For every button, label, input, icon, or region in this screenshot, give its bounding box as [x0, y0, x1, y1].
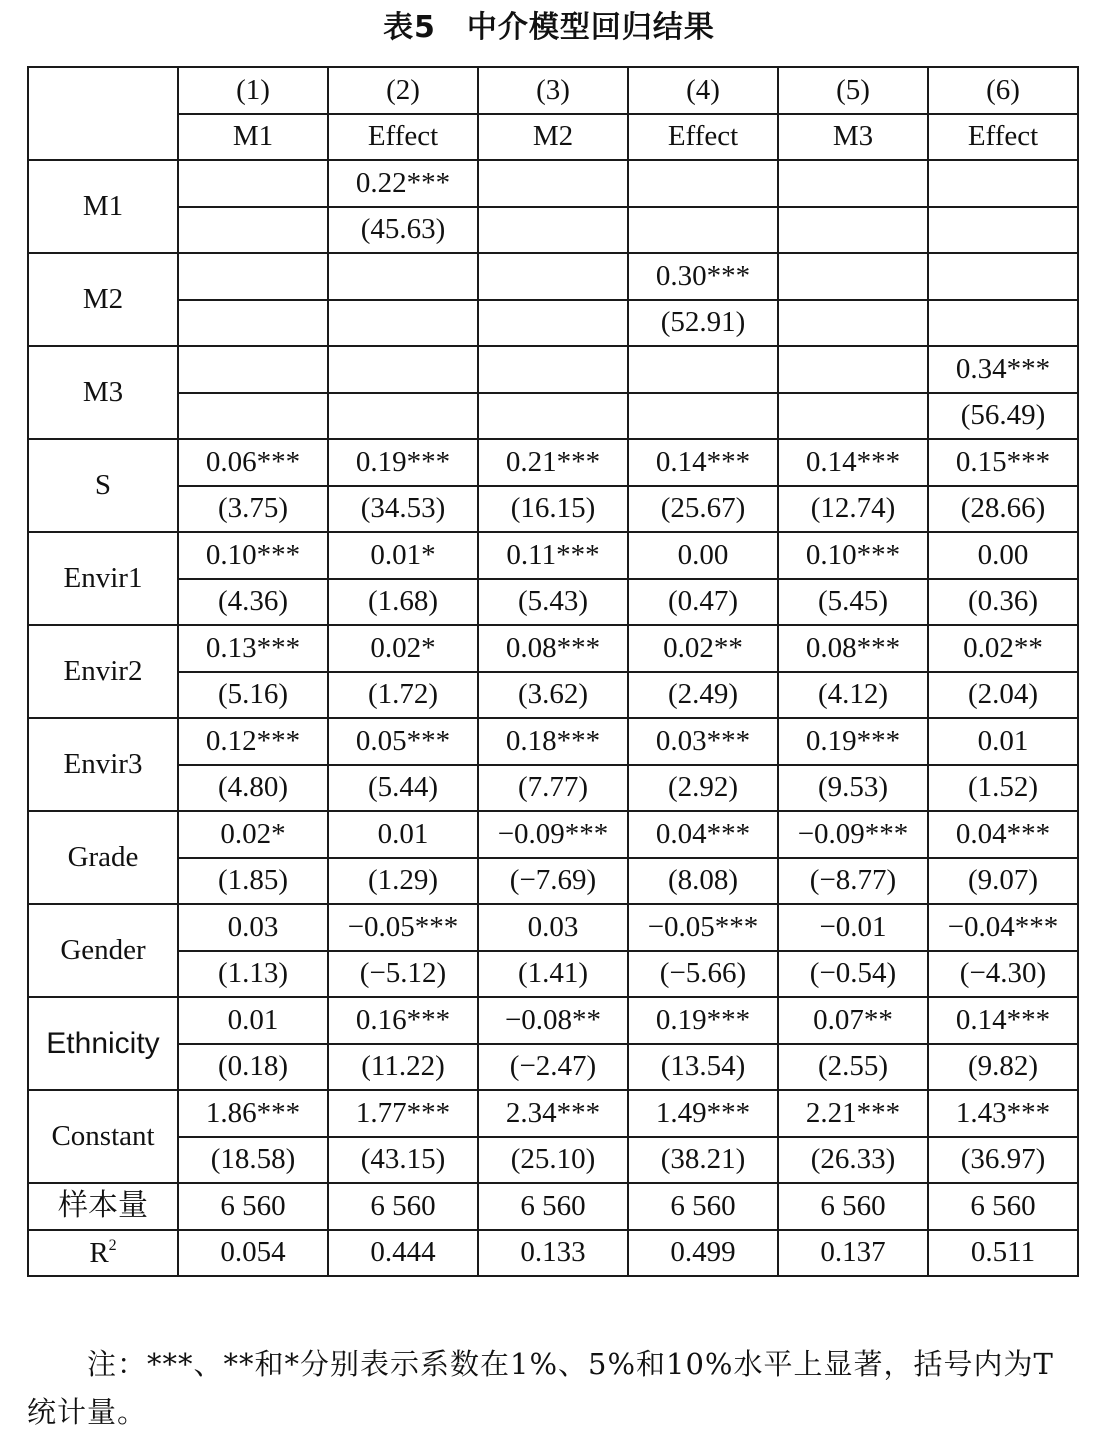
corner-cell — [28, 67, 178, 160]
t-stat-cell: (2.92) — [628, 765, 778, 812]
coefficient-cell: −0.04*** — [928, 904, 1078, 951]
row-label: M3 — [28, 346, 178, 439]
coefficient-cell: 0.10*** — [178, 532, 328, 579]
coef-row — [28, 997, 1078, 1044]
t-stat-row — [28, 579, 1078, 626]
t-stat-cell: (1.52) — [928, 765, 1078, 812]
t-stat-cell — [778, 393, 928, 440]
t-stat-cell — [478, 393, 628, 440]
coefficient-cell: 0.02* — [178, 811, 328, 858]
t-stat-row — [28, 951, 1078, 998]
t-stat-cell — [928, 300, 1078, 347]
coefficient-cell — [178, 346, 328, 393]
t-stat-cell — [628, 207, 778, 254]
coefficient-cell: 0.18*** — [478, 718, 628, 765]
column-name: Effect — [328, 114, 478, 161]
coefficient-cell: −0.05*** — [628, 904, 778, 951]
coef-row — [28, 811, 1078, 858]
row-label: M2 — [28, 253, 178, 346]
t-stat-cell: (3.62) — [478, 672, 628, 719]
coefficient-cell: 0.19*** — [628, 997, 778, 1044]
t-stat-cell: (1.41) — [478, 951, 628, 998]
r-squared-row — [28, 1230, 1078, 1277]
coefficient-cell: 0.02* — [328, 625, 478, 672]
t-stat-cell: (25.10) — [478, 1137, 628, 1184]
column-name: M3 — [778, 114, 928, 161]
t-stat-row — [28, 207, 1078, 254]
column-name: M2 — [478, 114, 628, 161]
coefficient-cell: −0.09*** — [778, 811, 928, 858]
t-stat-cell: (34.53) — [328, 486, 478, 533]
row-label: Gender — [28, 904, 178, 997]
column-number: (2) — [328, 67, 478, 114]
t-stat-cell: (13.54) — [628, 1044, 778, 1091]
t-stat-cell — [178, 300, 328, 347]
t-stat-row — [28, 765, 1078, 812]
coefficient-cell — [478, 253, 628, 300]
coefficient-cell — [178, 253, 328, 300]
coefficient-cell — [478, 160, 628, 207]
row-label: Envir2 — [28, 625, 178, 718]
coefficient-cell — [778, 253, 928, 300]
t-stat-cell: (5.43) — [478, 579, 628, 626]
r-squared-cell: 0.444 — [328, 1230, 478, 1277]
t-stat-cell: (5.45) — [778, 579, 928, 626]
column-name: Effect — [628, 114, 778, 161]
coefficient-cell: 0.00 — [628, 532, 778, 579]
coefficient-cell: 0.02** — [928, 625, 1078, 672]
sample-size-cell: 6 560 — [328, 1183, 478, 1230]
sample-size-row — [28, 1183, 1078, 1230]
coefficient-cell: 0.30*** — [628, 253, 778, 300]
t-stat-cell: (1.29) — [328, 858, 478, 905]
coefficient-cell: 1.43*** — [928, 1090, 1078, 1137]
sample-size-cell: 6 560 — [628, 1183, 778, 1230]
t-stat-cell: (−5.12) — [328, 951, 478, 998]
header-row-numbers — [28, 67, 1078, 114]
t-stat-cell: (−4.30) — [928, 951, 1078, 998]
column-number: (5) — [778, 67, 928, 114]
t-stat-cell: (16.15) — [478, 486, 628, 533]
t-stat-cell: (38.21) — [628, 1137, 778, 1184]
t-stat-cell: (12.74) — [778, 486, 928, 533]
coefficient-cell: −0.01 — [778, 904, 928, 951]
r-squared-cell: 0.054 — [178, 1230, 328, 1277]
coefficient-cell: 0.10*** — [778, 532, 928, 579]
coefficient-cell: 0.01 — [328, 811, 478, 858]
coefficient-cell: 1.49*** — [628, 1090, 778, 1137]
coefficient-cell: 0.03 — [478, 904, 628, 951]
coefficient-cell: 2.34*** — [478, 1090, 628, 1137]
coef-row — [28, 346, 1078, 393]
t-stat-cell: (−7.69) — [478, 858, 628, 905]
coefficient-cell — [928, 253, 1078, 300]
coefficient-cell: 1.86*** — [178, 1090, 328, 1137]
coefficient-cell: 0.19*** — [778, 718, 928, 765]
coefficient-cell: 0.22*** — [328, 160, 478, 207]
sample-size-cell: 6 560 — [928, 1183, 1078, 1230]
coefficient-cell: 0.03*** — [628, 718, 778, 765]
coefficient-cell: 0.05*** — [328, 718, 478, 765]
t-stat-cell — [778, 207, 928, 254]
r-squared-label — [28, 1230, 178, 1277]
t-stat-cell: (8.08) — [628, 858, 778, 905]
t-stat-cell: (1.72) — [328, 672, 478, 719]
t-stat-cell: (0.18) — [178, 1044, 328, 1091]
column-name: Effect — [928, 114, 1078, 161]
coefficient-cell: 0.12*** — [178, 718, 328, 765]
t-stat-cell: (5.16) — [178, 672, 328, 719]
coefficient-cell: 0.04*** — [928, 811, 1078, 858]
row-label: Envir1 — [28, 532, 178, 625]
coefficient-cell: 0.00 — [928, 532, 1078, 579]
t-stat-cell: (1.85) — [178, 858, 328, 905]
sample-size-cell: 6 560 — [478, 1183, 628, 1230]
coefficient-cell: 0.14*** — [628, 439, 778, 486]
t-stat-cell: (56.49) — [928, 393, 1078, 440]
t-stat-row — [28, 858, 1078, 905]
row-label: Grade — [28, 811, 178, 904]
column-number: (6) — [928, 67, 1078, 114]
coefficient-cell: 2.21*** — [778, 1090, 928, 1137]
t-stat-cell: (1.13) — [178, 951, 328, 998]
coefficient-cell — [628, 346, 778, 393]
t-stat-cell: (28.66) — [928, 486, 1078, 533]
coefficient-cell — [328, 253, 478, 300]
row-label: M1 — [28, 160, 178, 253]
coefficient-cell — [778, 346, 928, 393]
t-stat-cell: (2.55) — [778, 1044, 928, 1091]
coef-row — [28, 904, 1078, 951]
t-stat-cell: (25.67) — [628, 486, 778, 533]
row-label: S — [28, 439, 178, 532]
t-stat-cell: (26.33) — [778, 1137, 928, 1184]
coefficient-cell: 0.16*** — [328, 997, 478, 1044]
coefficient-cell: 0.01 — [928, 718, 1078, 765]
coefficient-cell — [928, 160, 1078, 207]
t-stat-cell: (7.77) — [478, 765, 628, 812]
t-stat-cell — [628, 393, 778, 440]
coefficient-cell — [178, 160, 328, 207]
column-number: (1) — [178, 67, 328, 114]
coef-row — [28, 253, 1078, 300]
t-stat-cell: (−2.47) — [478, 1044, 628, 1091]
t-stat-cell — [928, 207, 1078, 254]
t-stat-cell: (1.68) — [328, 579, 478, 626]
t-stat-cell: (3.75) — [178, 486, 328, 533]
r-squared-cell: 0.499 — [628, 1230, 778, 1277]
coefficient-cell: 0.21*** — [478, 439, 628, 486]
coef-row — [28, 160, 1078, 207]
t-stat-cell: (43.15) — [328, 1137, 478, 1184]
t-stat-row — [28, 1137, 1078, 1184]
t-stat-cell — [178, 207, 328, 254]
t-stat-cell: (52.91) — [628, 300, 778, 347]
table-note: 注：***、**和*分别表示系数在1%、5%和10%水平上显著，括号内为T统计量。 — [27, 1347, 1054, 1429]
coef-row — [28, 625, 1078, 672]
coefficient-cell: 0.08*** — [478, 625, 628, 672]
t-stat-cell — [778, 300, 928, 347]
coefficient-cell: 0.14*** — [928, 997, 1078, 1044]
t-stat-cell: (4.36) — [178, 579, 328, 626]
coefficient-cell: 0.06*** — [178, 439, 328, 486]
t-stat-cell: (4.80) — [178, 765, 328, 812]
t-stat-row — [28, 1044, 1078, 1091]
coef-row — [28, 439, 1078, 486]
t-stat-cell: (0.36) — [928, 579, 1078, 626]
t-stat-cell: (9.82) — [928, 1044, 1078, 1091]
coefficient-cell: 0.04*** — [628, 811, 778, 858]
coefficient-cell: 0.02** — [628, 625, 778, 672]
t-stat-cell: (45.63) — [328, 207, 478, 254]
t-stat-cell: (0.47) — [628, 579, 778, 626]
r-squared-cell: 0.511 — [928, 1230, 1078, 1277]
t-stat-cell: (−5.66) — [628, 951, 778, 998]
coefficient-cell: 0.19*** — [328, 439, 478, 486]
t-stat-cell: (2.04) — [928, 672, 1078, 719]
coefficient-cell: 0.03 — [178, 904, 328, 951]
t-stat-cell: (4.12) — [778, 672, 928, 719]
coefficient-cell — [778, 160, 928, 207]
t-stat-cell: (18.58) — [178, 1137, 328, 1184]
t-stat-cell: (9.07) — [928, 858, 1078, 905]
r-squared-cell: 0.137 — [778, 1230, 928, 1277]
t-stat-cell: (5.44) — [328, 765, 478, 812]
coefficient-cell: 0.08*** — [778, 625, 928, 672]
coef-row — [28, 1090, 1078, 1137]
column-name: M1 — [178, 114, 328, 161]
row-label: Constant — [28, 1090, 178, 1183]
t-stat-cell: (2.49) — [628, 672, 778, 719]
t-stat-cell — [478, 300, 628, 347]
coefficient-cell: −0.08** — [478, 997, 628, 1044]
r-squared-cell: 0.133 — [478, 1230, 628, 1277]
column-number: (4) — [628, 67, 778, 114]
coefficient-cell — [628, 160, 778, 207]
t-stat-cell — [328, 393, 478, 440]
t-stat-row — [28, 486, 1078, 533]
coef-row — [28, 532, 1078, 579]
coefficient-cell: −0.05*** — [328, 904, 478, 951]
coefficient-cell: 0.11*** — [478, 532, 628, 579]
coefficient-cell: 0.13*** — [178, 625, 328, 672]
sample-size-cell: 6 560 — [178, 1183, 328, 1230]
t-stat-cell: (36.97) — [928, 1137, 1078, 1184]
sample-size-cell: 6 560 — [778, 1183, 928, 1230]
t-stat-cell — [178, 393, 328, 440]
coefficient-cell — [328, 346, 478, 393]
coef-row — [28, 718, 1078, 765]
t-stat-cell: (11.22) — [328, 1044, 478, 1091]
coefficient-cell: 0.34*** — [928, 346, 1078, 393]
coefficient-cell: 0.01 — [178, 997, 328, 1044]
coefficient-cell: 0.14*** — [778, 439, 928, 486]
t-stat-row — [28, 672, 1078, 719]
row-label: Ethnicity — [28, 997, 178, 1090]
coefficient-cell: 0.15*** — [928, 439, 1078, 486]
r-squared-label-text: R — [89, 1236, 109, 1269]
regression-table — [27, 66, 1079, 1277]
coefficient-cell: 0.07** — [778, 997, 928, 1044]
sample-size-label: 样本量 — [28, 1183, 178, 1230]
coefficient-cell: 1.77*** — [328, 1090, 478, 1137]
t-stat-cell — [328, 300, 478, 347]
t-stat-cell: (−8.77) — [778, 858, 928, 905]
t-stat-row — [28, 393, 1078, 440]
t-stat-row — [28, 300, 1078, 347]
t-stat-cell: (−0.54) — [778, 951, 928, 998]
coefficient-cell — [478, 346, 628, 393]
t-stat-cell — [478, 207, 628, 254]
r-squared-superscript: 2 — [108, 1236, 117, 1254]
table-title: 表5 中介模型回归结果 — [383, 10, 715, 45]
regression-table-body — [28, 67, 1078, 1276]
t-stat-cell: (9.53) — [778, 765, 928, 812]
coefficient-cell: −0.09*** — [478, 811, 628, 858]
column-number: (3) — [478, 67, 628, 114]
coefficient-cell: 0.01* — [328, 532, 478, 579]
row-label: Envir3 — [28, 718, 178, 811]
header-row-names — [28, 114, 1078, 161]
